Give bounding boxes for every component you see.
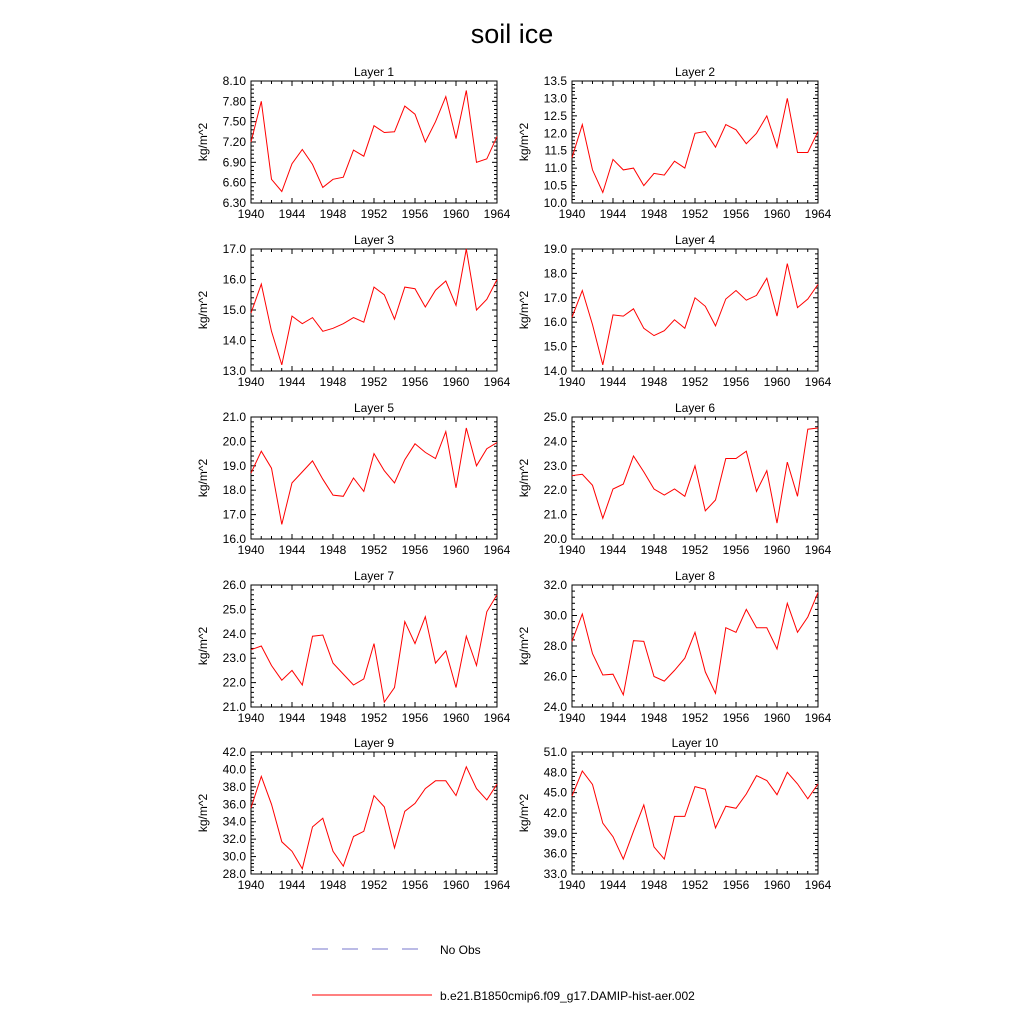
y-tick-label: 40.0	[222, 762, 246, 777]
x-tick-label: 1944	[599, 207, 627, 221]
y-axis-label: kg/m^2	[196, 626, 210, 666]
series-line	[251, 428, 497, 524]
x-tick-label: 1948	[640, 878, 668, 892]
x-tick-label: 1944	[599, 375, 627, 389]
panel-layer-5	[196, 401, 511, 557]
x-tick-label: 1956	[722, 543, 750, 557]
y-tick-label: 15.0	[222, 303, 246, 317]
panel-title: Layer 3	[353, 233, 395, 247]
legend	[312, 943, 695, 1003]
y-tick-label: 13.5	[543, 74, 567, 88]
x-tick-label: 1956	[401, 375, 429, 389]
y-tick-label: 21.0	[222, 700, 246, 714]
y-tick-label: 17.0	[222, 242, 246, 256]
y-tick-label: 24.0	[543, 434, 567, 449]
x-tick-label: 1960	[763, 711, 791, 725]
y-tick-label: 28.0	[222, 867, 246, 881]
y-axis-label: kg/m^2	[196, 793, 210, 833]
x-tick-label: 1952	[360, 207, 388, 221]
x-tick-label: 1940	[558, 543, 586, 557]
x-tick-label: 1956	[401, 543, 429, 557]
y-tick-label: 34.0	[222, 814, 246, 829]
y-tick-label: 6.90	[222, 155, 246, 170]
y-axis-label: kg/m^2	[196, 458, 210, 498]
x-tick-label: 1964	[804, 878, 832, 892]
plot-frame	[572, 585, 818, 707]
y-tick-label: 38.0	[222, 779, 246, 794]
y-tick-label: 19.0	[543, 242, 567, 256]
y-tick-label: 13.0	[543, 91, 567, 106]
y-tick-label: 15.0	[543, 339, 567, 354]
y-tick-label: 22.0	[222, 675, 246, 690]
x-tick-label: 1940	[558, 375, 586, 389]
panel-layer-2	[517, 65, 832, 221]
y-tick-label: 7.80	[222, 94, 246, 109]
y-tick-label: 30.0	[222, 849, 246, 864]
x-tick-label: 1944	[278, 878, 306, 892]
panel-layer-4	[517, 233, 832, 389]
panel-title: Layer 10	[671, 736, 719, 750]
x-tick-label: 1956	[722, 878, 750, 892]
panel-layer-3	[196, 233, 511, 389]
x-tick-label: 1956	[722, 375, 750, 389]
y-tick-label: 14.0	[543, 364, 567, 378]
y-axis-label: kg/m^2	[517, 458, 531, 498]
y-tick-label: 17.0	[222, 507, 246, 522]
series-line	[251, 595, 497, 702]
y-tick-label: 39.0	[543, 826, 567, 841]
y-tick-label: 28.0	[543, 639, 567, 653]
x-tick-label: 1964	[804, 543, 832, 557]
x-tick-label: 1952	[360, 878, 388, 892]
x-tick-label: 1960	[763, 375, 791, 389]
y-tick-label: 7.50	[222, 114, 246, 129]
x-tick-label: 1952	[681, 375, 709, 389]
y-tick-label: 8.10	[222, 74, 246, 88]
x-tick-label: 1956	[401, 878, 429, 892]
y-tick-label: 36.0	[543, 846, 567, 861]
y-axis-label: kg/m^2	[517, 626, 531, 666]
panel-title: Layer 4	[674, 233, 716, 247]
x-tick-label: 1948	[319, 375, 347, 389]
x-tick-label: 1940	[237, 878, 265, 892]
panel-title: Layer 7	[353, 569, 395, 583]
panel-title: Layer 6	[674, 401, 716, 415]
y-tick-label: 14.0	[222, 333, 246, 348]
y-tick-label: 20.0	[222, 434, 246, 449]
series-line	[572, 593, 818, 695]
y-axis-label: kg/m^2	[196, 290, 210, 330]
x-tick-label: 1952	[681, 711, 709, 725]
x-tick-label: 1960	[763, 878, 791, 892]
y-tick-label: 10.0	[543, 196, 567, 210]
plot-frame	[572, 752, 818, 874]
x-tick-label: 1948	[319, 543, 347, 557]
x-tick-label: 1952	[360, 375, 388, 389]
x-tick-label: 1940	[237, 207, 265, 221]
series-line	[251, 91, 497, 192]
y-tick-label: 17.0	[543, 290, 567, 305]
y-axis-label: kg/m^2	[517, 793, 531, 833]
series-line	[251, 249, 497, 365]
y-tick-label: 48.0	[543, 765, 567, 780]
panel-title: Layer 8	[674, 569, 716, 583]
panel-title: Layer 5	[353, 401, 395, 415]
x-tick-label: 1960	[442, 207, 470, 221]
x-tick-label: 1944	[599, 543, 627, 557]
x-tick-label: 1944	[599, 878, 627, 892]
y-tick-label: 22.0	[543, 483, 567, 498]
plot-frame	[251, 417, 497, 539]
y-axis-label: kg/m^2	[196, 122, 210, 162]
plot-frame	[572, 81, 818, 203]
x-tick-label: 1948	[319, 878, 347, 892]
panel-layer-7	[196, 569, 511, 725]
x-tick-label: 1960	[763, 207, 791, 221]
panel-layer-10	[517, 736, 832, 892]
x-tick-label: 1960	[442, 375, 470, 389]
x-tick-label: 1944	[278, 711, 306, 725]
y-tick-label: 16.0	[543, 315, 567, 330]
x-tick-label: 1952	[681, 207, 709, 221]
y-tick-label: 30.0	[543, 608, 567, 623]
plot-frame	[572, 417, 818, 539]
panel-title: Layer 2	[674, 65, 716, 79]
y-tick-label: 16.0	[222, 532, 246, 546]
x-tick-label: 1964	[483, 878, 511, 892]
panel-title: Layer 9	[353, 736, 395, 750]
y-tick-label: 18.0	[543, 266, 567, 281]
x-tick-label: 1948	[319, 207, 347, 221]
x-tick-label: 1956	[401, 207, 429, 221]
y-axis-label: kg/m^2	[517, 122, 531, 162]
series-line	[251, 767, 497, 869]
panel-layer-9	[196, 736, 511, 892]
y-tick-label: 24.0	[543, 700, 567, 714]
x-tick-label: 1964	[483, 375, 511, 389]
x-tick-label: 1940	[237, 375, 265, 389]
series-line	[572, 428, 818, 523]
x-tick-label: 1964	[483, 207, 511, 221]
y-tick-label: 16.0	[222, 272, 246, 287]
y-tick-label: 21.0	[222, 410, 246, 424]
y-tick-label: 19.0	[222, 458, 246, 473]
legend-label-model-run: b.e21.B1850cmip6.f09_g17.DAMIP-hist-aer.002	[440, 989, 695, 1003]
x-tick-label: 1956	[722, 207, 750, 221]
x-tick-label: 1944	[278, 543, 306, 557]
x-tick-label: 1952	[360, 543, 388, 557]
y-tick-label: 25.0	[543, 410, 567, 424]
y-tick-label: 32.0	[222, 832, 246, 847]
panels	[196, 65, 832, 892]
x-tick-label: 1940	[558, 711, 586, 725]
x-tick-label: 1948	[640, 207, 668, 221]
x-tick-label: 1960	[442, 543, 470, 557]
y-tick-label: 7.20	[222, 135, 246, 149]
plot-frame	[572, 249, 818, 371]
y-tick-label: 20.0	[543, 532, 567, 546]
panel-title: Layer 1	[353, 65, 395, 79]
x-tick-label: 1948	[640, 711, 668, 725]
x-tick-label: 1964	[483, 711, 511, 725]
x-tick-label: 1940	[558, 878, 586, 892]
legend-label-no-obs: No Obs	[440, 943, 481, 957]
y-tick-label: 6.30	[222, 196, 246, 210]
series-line	[572, 98, 818, 192]
x-tick-label: 1940	[558, 207, 586, 221]
x-tick-label: 1964	[483, 543, 511, 557]
y-tick-label: 45.0	[543, 785, 567, 800]
x-tick-label: 1944	[278, 375, 306, 389]
series-line	[572, 264, 818, 365]
plot-frame	[251, 81, 497, 203]
y-tick-label: 36.0	[222, 797, 246, 812]
x-tick-label: 1952	[681, 878, 709, 892]
y-tick-label: 33.0	[543, 867, 567, 881]
y-tick-label: 21.0	[543, 507, 567, 522]
y-tick-label: 51.0	[543, 745, 567, 759]
y-tick-label: 6.60	[222, 175, 246, 190]
x-tick-label: 1948	[640, 375, 668, 389]
x-tick-label: 1952	[681, 543, 709, 557]
x-tick-label: 1964	[804, 711, 832, 725]
x-tick-label: 1944	[278, 207, 306, 221]
y-tick-label: 42.0	[543, 806, 567, 820]
plot-frame	[251, 249, 497, 371]
y-tick-label: 11.5	[544, 143, 567, 158]
x-tick-label: 1964	[804, 375, 832, 389]
x-tick-label: 1944	[599, 711, 627, 725]
y-tick-label: 12.0	[543, 126, 567, 141]
y-tick-label: 24.0	[222, 626, 246, 641]
x-tick-label: 1948	[640, 543, 668, 557]
panel-layer-8	[517, 569, 832, 725]
y-axis-label: kg/m^2	[517, 290, 531, 330]
panel-layer-1	[196, 65, 511, 221]
y-tick-label: 26.0	[222, 578, 246, 592]
panel-layer-6	[517, 401, 832, 557]
x-tick-label: 1940	[237, 543, 265, 557]
x-tick-label: 1960	[442, 711, 470, 725]
x-tick-label: 1960	[763, 543, 791, 557]
y-tick-label: 42.0	[222, 745, 246, 759]
x-tick-label: 1956	[722, 711, 750, 725]
x-tick-label: 1948	[319, 711, 347, 725]
y-tick-label: 11.0	[544, 161, 567, 176]
y-tick-label: 25.0	[222, 602, 246, 617]
y-tick-label: 32.0	[543, 578, 567, 592]
x-tick-label: 1952	[360, 711, 388, 725]
figure-title: soil ice	[470, 19, 554, 49]
series-line	[572, 771, 818, 859]
y-tick-label: 23.0	[543, 458, 567, 473]
x-tick-label: 1964	[804, 207, 832, 221]
y-tick-label: 10.5	[543, 178, 567, 193]
x-tick-label: 1960	[442, 878, 470, 892]
x-tick-label: 1956	[401, 711, 429, 725]
x-tick-label: 1940	[237, 711, 265, 725]
plot-frame	[251, 752, 497, 874]
y-tick-label: 26.0	[543, 669, 567, 684]
y-tick-label: 23.0	[222, 651, 246, 666]
y-tick-label: 18.0	[222, 483, 246, 498]
y-tick-label: 13.0	[222, 364, 246, 378]
y-tick-label: 12.5	[543, 108, 567, 123]
